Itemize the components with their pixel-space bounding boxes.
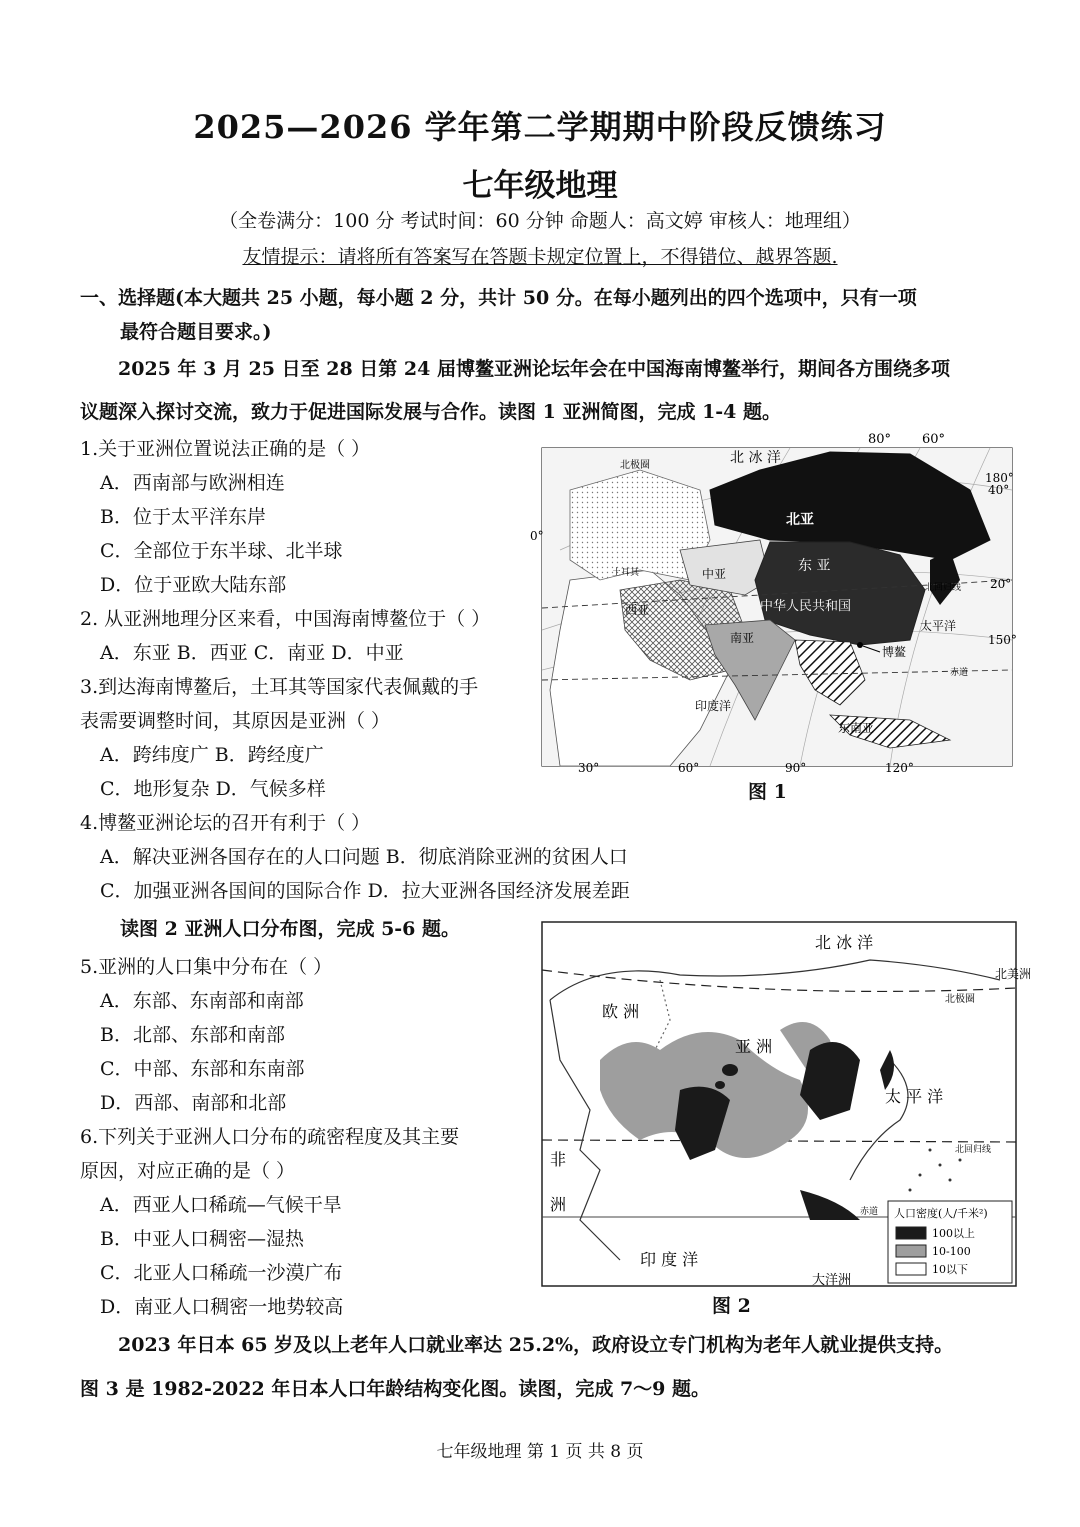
q5-option-c: C．中部、东部和东南部 bbox=[100, 1058, 305, 1080]
south-asia-label: 南亚 bbox=[730, 631, 755, 645]
q2-stem: 2. 从亚洲地理分区来看，中国海南博鳌位于（ ） bbox=[80, 608, 491, 630]
legend-swatch-mid bbox=[896, 1245, 926, 1257]
map2-equator-label: 赤道 bbox=[860, 1207, 879, 1217]
boao-label: 博鳌 bbox=[882, 645, 907, 659]
q4-stem: 4.博鳌亚洲论坛的召开有利于（ ） bbox=[80, 812, 371, 834]
intro-3-line1: 2023 年日本 65 岁及以上老年人口就业率达 25.2%，政府设立专门机构为老年人就业提供支持。 bbox=[118, 1334, 954, 1356]
q3-options-cd: C．地形复杂 D．气候多样 bbox=[100, 778, 326, 800]
q6-option-c: C．北亚人口稀疏一沙漠广布 bbox=[100, 1262, 343, 1284]
north-ocean-label: 北 冰 洋 bbox=[730, 450, 781, 466]
q5-option-a: A．东部、东南部和南部 bbox=[100, 990, 304, 1012]
q1-stem: 1.关于亚洲位置说法正确的是（ ） bbox=[80, 438, 371, 460]
exam-title: 2025—2026 学年第二学期期中阶段反馈练习 bbox=[193, 108, 887, 146]
legend-label-high: 100以上 bbox=[932, 1227, 975, 1240]
q6-stem: 6.下列关于亚洲人口分布的疏密程度及其主要 bbox=[80, 1126, 460, 1148]
map2-legend bbox=[888, 1201, 1012, 1283]
asia-map-figure-1 bbox=[530, 430, 1020, 775]
q1-option-b: B．位于太平洋东岸 bbox=[100, 506, 266, 528]
figure-2-caption: 图 2 bbox=[712, 1295, 751, 1317]
map1-lon-label: 60° bbox=[922, 432, 946, 447]
intro-2: 读图 2 亚洲人口分布图，完成 5-6 题。 bbox=[120, 918, 461, 940]
arctic-circle-label: 北极圈 bbox=[620, 460, 650, 471]
q6-option-b: B．中亚人口稠密—湿热 bbox=[100, 1228, 304, 1250]
map2-africa-label: 洲 bbox=[550, 1195, 567, 1214]
central-asia-label: 中亚 bbox=[702, 567, 727, 581]
equator-label: 赤道 bbox=[950, 668, 969, 678]
q6-stem-cont: 原因，对应正确的是（ ） bbox=[80, 1160, 296, 1182]
q3-stem-cont: 表需要调整时间，其原因是亚洲（ ） bbox=[80, 710, 391, 732]
indian-ocean-label: 印度洋 bbox=[695, 699, 732, 713]
map1-lat-label: 150° bbox=[988, 633, 1017, 647]
map1-lon-label: 90° bbox=[785, 761, 807, 775]
legend-swatch-high bbox=[896, 1227, 926, 1239]
q1-option-c: C．全部位于东半球、北半球 bbox=[100, 540, 343, 562]
map2-pacific-label: 太 平 洋 bbox=[885, 1087, 944, 1106]
legend-swatch-low bbox=[896, 1263, 926, 1275]
southeast-asia-label: 东南亚 bbox=[838, 721, 875, 735]
map1-lon-label: 60° bbox=[678, 761, 700, 775]
boao-marker bbox=[857, 642, 863, 648]
china-label: 中华人民共和国 bbox=[760, 599, 852, 614]
map2-tropic-label: 北回归线 bbox=[955, 1145, 992, 1155]
q3-options-ab: A．跨纬度广 B．跨经度广 bbox=[100, 744, 324, 766]
legend-label-low: 10以下 bbox=[932, 1263, 968, 1276]
map2-indian-ocean-label: 印 度 洋 bbox=[640, 1250, 699, 1269]
strait-label: 土耳其 bbox=[612, 568, 640, 578]
legend-title: 人口密度(人/千米²) bbox=[894, 1207, 988, 1220]
map2-north-america-label: 北美洲 bbox=[995, 967, 1032, 981]
q1-option-d: D．位于亚欧大陆东部 bbox=[100, 574, 287, 596]
map2-arctic-circle-label: 北极圈 bbox=[945, 994, 975, 1005]
q3-stem: 3.到达海南博鳌后，土耳其等国家代表佩戴的手 bbox=[80, 676, 479, 698]
friendly-tip: 友情提示：请将所有答案写在答题卡规定位置上，不得错位、越界答题. bbox=[242, 246, 838, 268]
east-asia-label: 东 亚 bbox=[798, 558, 831, 574]
map2-africa-label: 非 bbox=[550, 1150, 567, 1169]
map2-europe-label: 欧 洲 bbox=[602, 1002, 640, 1021]
page-footer: 七年级地理 第 1 页 共 8 页 bbox=[436, 1442, 644, 1462]
legend-label-mid: 10-100 bbox=[932, 1245, 971, 1258]
q4-options-ab: A．解决亚洲各国存在的人口问题 B．彻底消除亚洲的贫困人口 bbox=[100, 846, 628, 868]
map2-north-ocean-label: 北 冰 洋 bbox=[815, 933, 874, 952]
map1-lat-label: 20° bbox=[990, 577, 1012, 591]
figure-1-caption: 图 1 bbox=[748, 781, 787, 803]
intro-1-line1: 2025 年 3 月 25 日至 28 日第 24 届博鳌亚洲论坛年会在中国海南博鳌举行，期间各方围绕多项 bbox=[118, 358, 950, 380]
q6-option-d: D．南亚人口稠密一地势较高 bbox=[100, 1296, 344, 1318]
map2-australia-label: 大洋洲 bbox=[812, 1273, 852, 1288]
map1-lat-label: 40° bbox=[988, 483, 1010, 497]
asia-population-map-figure-2 bbox=[540, 920, 1032, 1290]
map2-asia-label: 亚 洲 bbox=[735, 1037, 773, 1056]
q1-option-a: A．西南部与欧洲相连 bbox=[100, 472, 285, 494]
intro-1-line2: 议题深入探讨交流，致力于促进国际发展与合作。读图 1 亚洲简图，完成 1-4 题。 bbox=[80, 401, 782, 423]
map1-lon-label: 30° bbox=[578, 761, 600, 775]
map1-lon-label: 120° bbox=[885, 761, 914, 775]
q5-option-b: B．北部、东部和南部 bbox=[100, 1024, 285, 1046]
q2-options: A．东亚 B．西亚 C．南亚 D．中亚 bbox=[100, 642, 404, 664]
map1-lat-label: 180° bbox=[985, 471, 1014, 485]
exam-meta: （全卷满分：100 分 考试时间：60 分钟 命题人：高文婷 审核人：地理组） bbox=[219, 210, 861, 232]
north-asia-label: 北亚 bbox=[786, 512, 814, 528]
map1-lon-label: 80° bbox=[868, 432, 892, 447]
west-asia-label: 西亚 bbox=[625, 603, 650, 617]
pacific-label: 太平洋 bbox=[920, 619, 957, 633]
map1-lat-label: 0° bbox=[530, 529, 544, 543]
q6-option-a: A．西亚人口稀疏—气候干旱 bbox=[100, 1194, 342, 1216]
intro-3-line2: 图 3 是 1982-2022 年日本人口年龄结构变化图。读图，完成 7～9 题。 bbox=[80, 1378, 710, 1400]
section-heading-cont: 最符合题目要求。) bbox=[120, 321, 272, 343]
q5-option-d: D．西部、南部和北部 bbox=[100, 1092, 287, 1114]
q5-stem: 5.亚洲的人口集中分布在（ ） bbox=[80, 956, 333, 978]
subject-title: 七年级地理 bbox=[462, 168, 618, 204]
q4-options-cd: C．加强亚洲各国间的国际合作 D．拉大亚洲各国经济发展差距 bbox=[100, 880, 630, 902]
section-heading: 一、选择题(本大题共 25 小题，每小题 2 分，共计 50 分。在每小题列出的四个选项中，只有一项 bbox=[80, 287, 917, 309]
tropic-label: 北回归线 bbox=[925, 583, 962, 593]
